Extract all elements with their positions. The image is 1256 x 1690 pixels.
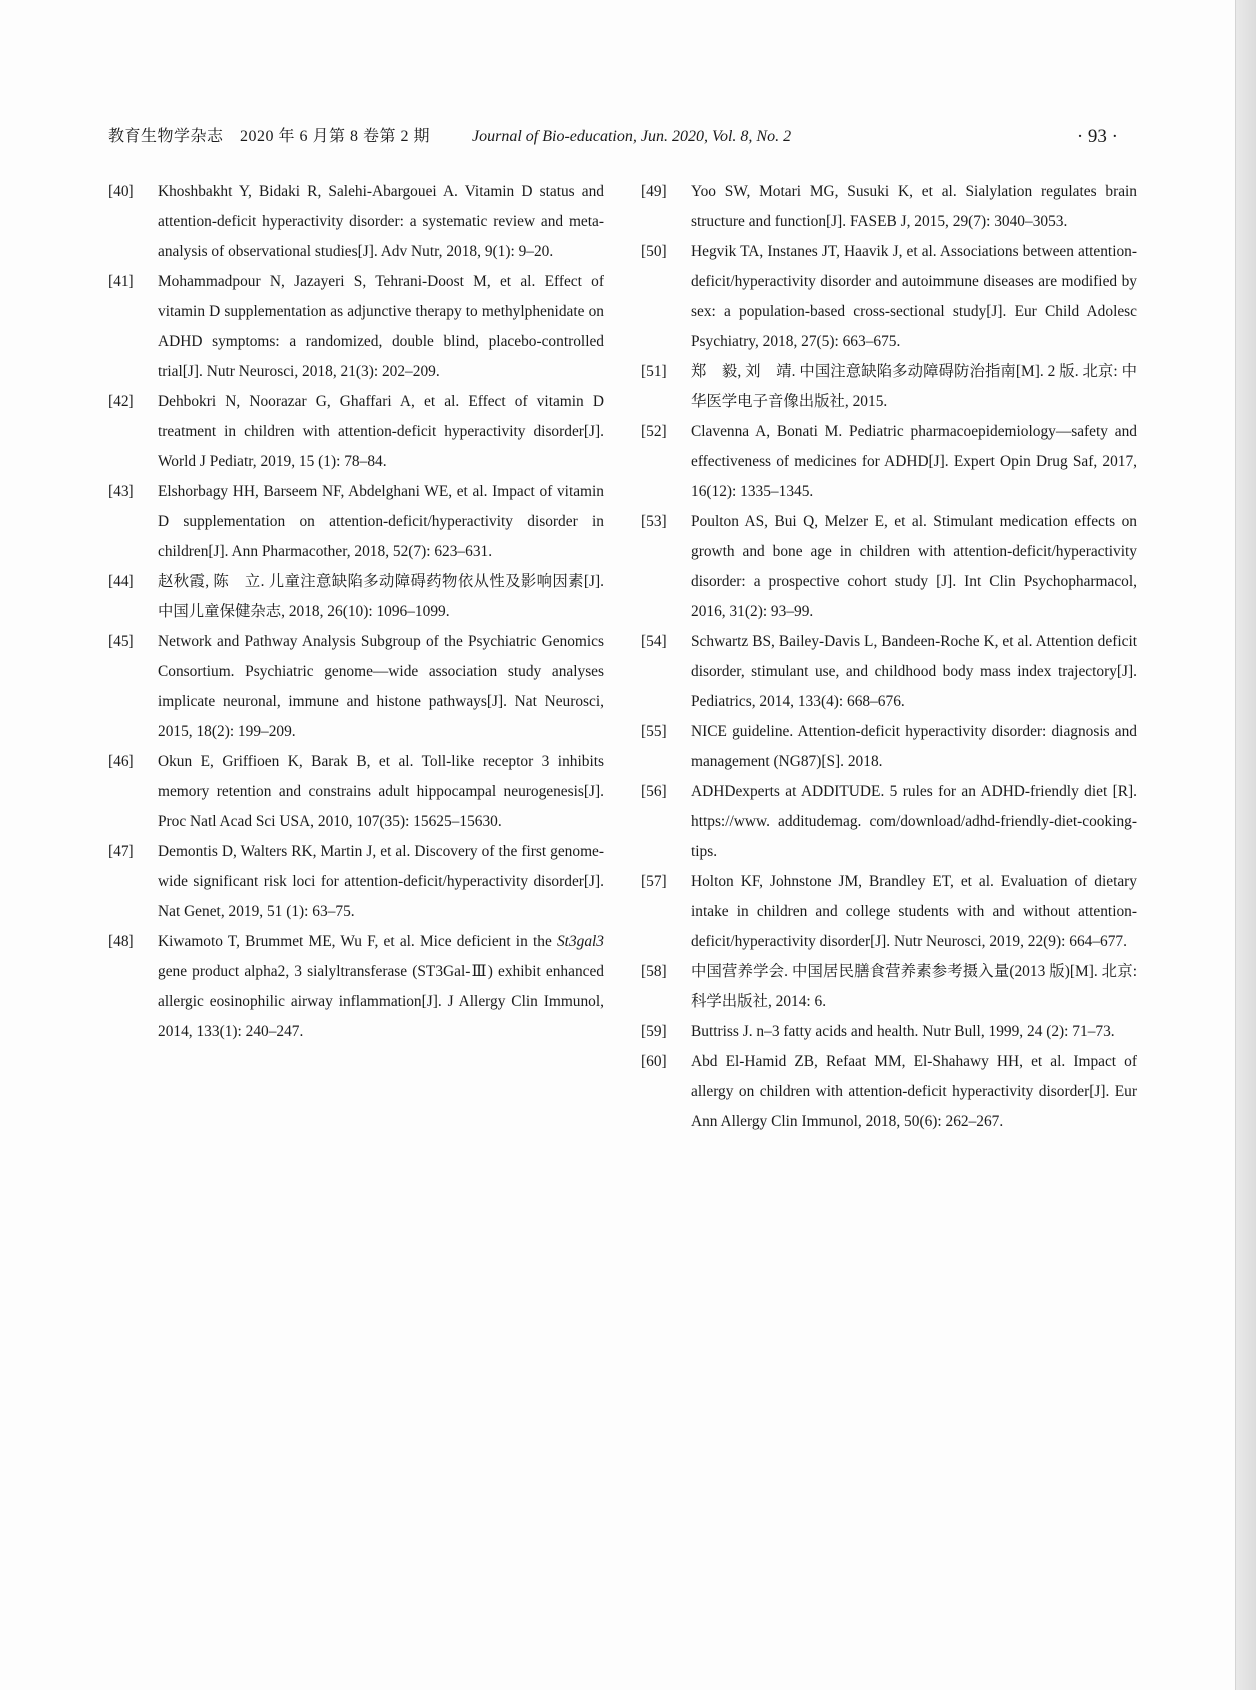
reference-text: 中国营养学会. 中国居民膳食营养素参考摄入量(2013 版)[M]. 北京: 科学出版社, 2014: 6. — [691, 963, 1137, 1010]
reference-item — [641, 957, 1137, 1017]
reference-text: ADHDexperts at ADDITUDE. 5 rules for an ADHD-friendly diet [R]. https://www. additudemag. com/download/adhd-friendly-diet-cooking-tips. — [691, 783, 1137, 860]
reference-item — [108, 477, 604, 567]
reference-item — [108, 627, 604, 747]
reference-text: Buttriss J. n–3 fatty acids and health. Nutr Bull, 1999, 24 (2): 71–73. — [691, 1023, 1115, 1040]
reference-item — [641, 357, 1137, 417]
reference-item — [108, 177, 604, 267]
reference-text: Abd El-Hamid ZB, Refaat MM, El-Shahawy HH, et al. Impact of allergy on children with attention-deficit hyperactivity disorder[J]. Eur Ann Allergy Clin Immunol, 2018, 50(6): 262–267. — [691, 1053, 1137, 1130]
reference-item — [641, 417, 1137, 507]
reference-number: [40] — [108, 183, 134, 200]
reference-text: Hegvik TA, Instanes JT, Haavik J, et al. Associations between attention-deficit/hyperactivity disorder and autoimmune diseases are modified by sex: a population-based cross-sectional study[J]. Eur Child Adolesc Psychiatry, 2018, 27(5): 663–675. — [691, 243, 1137, 350]
reference-item — [641, 777, 1137, 867]
reference-item — [641, 177, 1137, 237]
reference-text: Demontis D, Walters RK, Martin J, et al. Discovery of the first genome-wide significant risk loci for attention-deficit/hyperactivity disorder[J]. Nat Genet, 2019, 51 (1): 63–75. — [158, 843, 604, 920]
reference-number: [57] — [641, 873, 667, 890]
page-edge-shadow — [1235, 0, 1256, 1690]
page-number: · 93 · — [1076, 126, 1118, 147]
reference-text: NICE guideline. Attention-deficit hyperactivity disorder: diagnosis and management (NG87)[S]. 2018. — [691, 723, 1137, 770]
reference-number: [58] — [641, 963, 667, 980]
reference-number: [52] — [641, 423, 667, 440]
reference-number: [55] — [641, 723, 667, 740]
reference-item — [641, 1017, 1137, 1047]
reference-text: Elshorbagy HH, Barseem NF, Abdelghani WE, et al. Impact of vitamin D supplementation on attention-deficit/hyperactivity disorder in children[J]. Ann Pharmacother, 2018, 52(7): 623–631. — [158, 483, 604, 560]
reference-number: [41] — [108, 273, 134, 290]
gene-name-italic: St3gal3 — [556, 933, 604, 950]
reference-item — [108, 387, 604, 477]
reference-text: Holton KF, Johnstone JM, Brandley ET, et al. Evaluation of dietary intake in children and college students with and without attention-deficit/hyperactivity disorder[J]. Nutr Neurosci, 2019, 22(9): 664–677. — [691, 873, 1137, 950]
reference-item — [641, 867, 1137, 957]
journal-title-chinese: 教育生物学杂志 2020 年 6 月第 8 卷第 2 期 — [108, 128, 431, 145]
references-column-right — [641, 177, 1137, 1137]
reference-number: [50] — [641, 243, 667, 260]
reference-item — [641, 627, 1137, 717]
reference-number: [53] — [641, 513, 667, 530]
reference-item — [108, 567, 604, 627]
reference-item — [641, 237, 1137, 357]
reference-number: [45] — [108, 633, 134, 650]
reference-number: [43] — [108, 483, 134, 500]
reference-text — [158, 927, 604, 1047]
references-column-left — [108, 177, 604, 1047]
reference-text: Mohammadpour N, Jazayeri S, Tehrani-Doost M, et al. Effect of vitamin D supplementation as adjunctive therapy to methylphenidate on ADHD symptoms: a randomized, double blind, placebo-controlled trial[J]. Nutr Neurosci, 2018, 21(3): 202–209. — [158, 273, 604, 380]
reference-text: 郑 毅, 刘 靖. 中国注意缺陷多动障碍防治指南[M]. 2 版. 北京: 中华医学电子音像出版社, 2015. — [691, 363, 1137, 410]
reference-text: Schwartz BS, Bailey-Davis L, Bandeen-Roche K, et al. Attention deficit disorder, stimulant use, and childhood body mass index trajectory[J]. Pediatrics, 2014, 133(4): 668–676. — [691, 633, 1137, 710]
reference-text: 赵秋霞, 陈 立. 儿童注意缺陷多动障碍药物依从性及影响因素[J]. 中国儿童保健杂志, 2018, 26(10): 1096–1099. — [158, 573, 604, 620]
reference-text: Poulton AS, Bui Q, Melzer E, et al. Stimulant medication effects on growth and bone age in children with attention-deficit/hyperactivity disorder: a prospective cohort study [J]. Int Clin Psychopharmacol, 2016, 31(2): 93–99. — [691, 513, 1137, 620]
reference-item — [641, 507, 1137, 627]
reference-item — [108, 747, 604, 837]
reference-text: Khoshbakht Y, Bidaki R, Salehi-Abargouei A. Vitamin D status and attention-deficit hyperactivity disorder: a systematic review and meta-analysis of observational studies[J]. Adv Nutr, 2018, 9(1): 9–20. — [158, 183, 604, 260]
reference-item — [641, 1047, 1137, 1137]
reference-text: Okun E, Griffioen K, Barak B, et al. Toll-like receptor 3 inhibits memory retention and constrains adult hippocampal neurogenesis[J]. Proc Natl Acad Sci USA, 2010, 107(35): 15625–15630. — [158, 753, 604, 830]
reference-number: [54] — [641, 633, 667, 650]
reference-number: [56] — [641, 783, 667, 800]
reference-item — [108, 267, 604, 387]
reference-text: Dehbokri N, Noorazar G, Ghaffari A, et al. Effect of vitamin D treatment in children with attention-deficit hyperactivity disorder[J]. World J Pediatr, 2019, 15 (1): 78–84. — [158, 393, 604, 470]
reference-item — [641, 717, 1137, 777]
reference-number: [48] — [108, 933, 134, 950]
reference-item — [108, 837, 604, 927]
reference-number: [60] — [641, 1053, 667, 1070]
reference-number: [44] — [108, 573, 134, 590]
reference-number: [49] — [641, 183, 667, 200]
reference-text: Yoo SW, Motari MG, Susuki K, et al. Sialylation regulates brain structure and function[J]. FASEB J, 2015, 29(7): 3040–3053. — [691, 183, 1137, 230]
reference-text-part: gene product alpha2, 3 sialyltransferase (ST3Gal-Ⅲ) exhibit enhanced allergic eosinophilic airway inflammation[J]. J Allergy Clin Immunol, 2014, 133(1): 240–247. — [158, 963, 604, 1040]
reference-text-part: Kiwamoto T, Brummet ME, Wu F, et al. Mice deficient in the — [158, 933, 557, 950]
reference-text: Network and Pathway Analysis Subgroup of the Psychiatric Genomics Consortium. Psychiatric genome—wide association study analyses implicate neuronal, immune and histone pathways[J]. Nat Neurosci, 2015, 18(2): 199–209. — [158, 633, 604, 740]
reference-number: [47] — [108, 843, 134, 860]
reference-number: [59] — [641, 1023, 667, 1040]
reference-item — [108, 927, 604, 1047]
running-header — [108, 122, 1118, 152]
reference-number: [42] — [108, 393, 134, 410]
reference-number: [46] — [108, 753, 134, 770]
reference-text: Clavenna A, Bonati M. Pediatric pharmacoepidemiology—safety and effectiveness of medicines for ADHD[J]. Expert Opin Drug Saf, 2017, 16(12): 1335–1345. — [691, 423, 1137, 500]
reference-number: [51] — [641, 363, 667, 380]
journal-title-english: Journal of Bio-education, Jun. 2020, Vol. 8, No. 2 — [472, 128, 792, 145]
